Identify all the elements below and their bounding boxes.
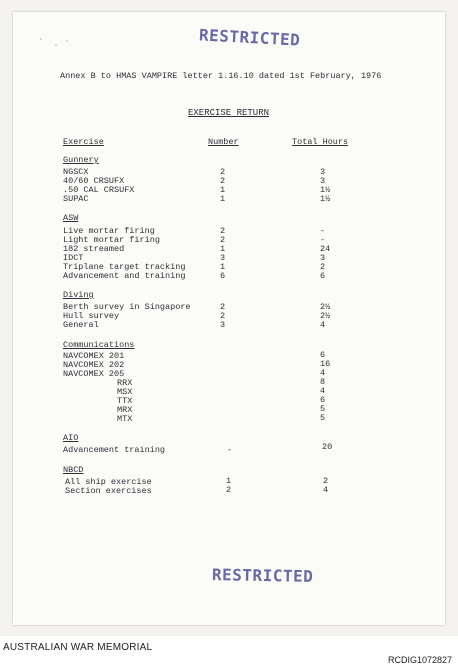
restricted-stamp-top: RESTRICTED [198,25,301,50]
row-number: 1 [220,244,226,254]
row-hours: 6 [320,271,326,281]
column-header-exercise: Exercise [63,137,104,147]
exercise-return-heading: EXERCISE RETURN [188,108,270,118]
row-hours: 2½ [320,311,331,321]
row-hours: 6 [320,350,326,360]
paper-speck [66,40,68,42]
row-hours: - [320,226,326,236]
row-hours: - [320,235,326,245]
row-hours: 3 [320,253,326,263]
row-number: 2 [220,167,226,177]
row-exercise: 40/60 CRSUFX [63,176,125,186]
row-hours: 6 [320,395,326,405]
row-number: 1 [220,185,226,195]
row-number: 2 [220,302,226,312]
footer-reference: RCDIG1072827 [387,655,452,665]
column-header-total-hours: Total Hours [292,137,349,147]
row-exercise: Triplane target tracking [63,262,186,272]
column-header-number: Number [208,137,239,147]
row-number: 2 [220,176,226,186]
row-number: 2 [220,235,226,245]
row-hours: 2 [323,476,329,486]
row-exercise: SUPAC [63,194,89,204]
row-exercise: NAVCOMEX 205 [63,369,125,379]
row-number: 2 [226,485,232,495]
row-exercise: MTX [117,414,133,424]
row-exercise: RRX [117,378,133,388]
section-title-gunnery: Gunnery [63,155,99,165]
row-number: 1 [220,194,226,204]
row-exercise: .50 CAL CRSUFX [63,185,135,195]
row-exercise: MSX [117,387,133,397]
row-hours: 3 [320,176,326,186]
row-exercise: Section exercises [65,486,152,496]
row-hours: 3 [320,167,326,177]
row-hours: 5 [320,404,326,414]
row-exercise: MRX [117,405,133,415]
row-exercise: Hull survey [63,311,120,321]
row-exercise: Live mortar firing [63,226,155,236]
row-hours: 20 [322,442,333,452]
row-exercise: NGSCX [63,167,89,177]
row-number: 2 [220,226,226,236]
row-exercise: Advancement training [63,445,166,455]
row-number: 3 [220,320,226,330]
section-title-nbcd: NBCD [63,465,84,475]
row-hours: 4 [320,368,326,378]
row-exercise: All ship exercise [65,477,152,487]
row-number: 3 [220,253,226,263]
row-hours: 5 [320,413,326,423]
row-hours: 1½ [320,185,331,195]
row-hours: 8 [320,377,326,387]
section-title-diving: Diving [63,290,94,300]
section-title-asw: ASW [63,213,79,223]
row-hours: 4 [320,320,326,330]
row-hours: 4 [323,485,329,495]
row-hours: 4 [320,386,326,396]
row-exercise: NAVCOMEX 201 [63,351,125,361]
row-hours: 24 [320,244,331,254]
row-exercise: General [63,320,99,330]
annex-line: Annex B to HMAS VAMPIRE letter 1.16.10 dated 1st February, 1976 [60,71,382,81]
row-exercise: 182 streamed [63,244,125,254]
section-title-aio: AIO [63,433,79,443]
row-number: 6 [220,271,226,281]
paper-speck [40,38,42,40]
row-number: - [227,445,233,455]
section-title-communications: Communications [63,340,135,350]
row-hours: 16 [320,359,331,369]
row-hours: 2 [320,262,326,272]
paper-speck [55,44,57,46]
footer [0,636,458,666]
row-number: 2 [220,311,226,321]
row-exercise: NAVCOMEX 202 [63,360,125,370]
row-hours: 1½ [320,194,331,204]
row-exercise: TTX [117,396,133,406]
row-exercise: Light mortar firing [63,235,160,245]
row-number: 1 [220,262,226,272]
row-number: 1 [226,476,232,486]
row-exercise: IDCT [63,253,84,263]
row-exercise: Berth survey in Singapore [63,302,191,312]
row-hours: 2½ [320,302,331,312]
row-exercise: Advancement and training [63,271,186,281]
restricted-stamp-bottom: RESTRICTED [211,565,314,586]
footer-source: AUSTRALIAN WAR MEMORIAL [3,642,153,653]
